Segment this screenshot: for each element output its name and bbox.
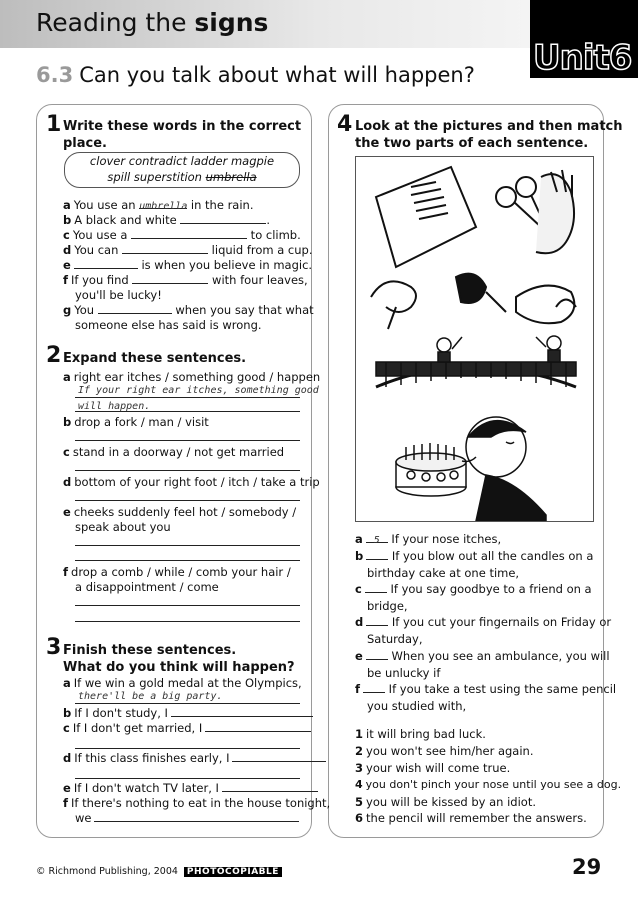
ex2-item-b: b drop a fork / man / visit bbox=[63, 415, 209, 429]
ex4-left-e: e When you see an ambulance, you will bbox=[355, 649, 610, 663]
exercise-1-instruction: Write these words in the correct place. bbox=[63, 119, 302, 151]
page-number: 29 bbox=[572, 855, 602, 879]
ex2-rule bbox=[75, 397, 300, 398]
birthday-cake-illustration bbox=[396, 417, 546, 521]
ex3-item-a: a If we win a gold medal at the Olympics, bbox=[63, 676, 302, 690]
ex2-rule bbox=[75, 621, 300, 622]
ex1-item-e: e is when you believe in magic. bbox=[63, 258, 313, 272]
illustrations bbox=[356, 157, 593, 521]
ex4-right-2: 2 you won't see him/her again. bbox=[355, 744, 534, 758]
unit-label: Unit6 bbox=[533, 38, 632, 78]
photocopiable-badge: PHOTOCOPIABLE bbox=[184, 867, 282, 877]
page-title: Reading the signs bbox=[36, 8, 269, 37]
exercise-3-instruction: Finish these sentences. What do you think will happen? bbox=[63, 643, 295, 675]
ex3-item-e: e If I don't watch TV later, I bbox=[63, 781, 318, 795]
ex2-item-c: c stand in a doorway / not get married bbox=[63, 445, 285, 459]
ex2-item-e: e cheeks suddenly feel hot / somebody / bbox=[63, 505, 297, 519]
ex4-left-f: f If you take a test using the same pencil bbox=[355, 682, 617, 696]
ex4-right-3: 3 your wish will come true. bbox=[355, 761, 511, 775]
ex3-answer-a: there'll be a big party. bbox=[78, 691, 223, 702]
ex1-item-g-cont: someone else has said is wrong. bbox=[75, 318, 262, 332]
ex2-rule bbox=[75, 545, 300, 546]
ex4-left-d-cont: Saturday, bbox=[367, 632, 423, 646]
ex1-item-f-cont: you'll be lucky! bbox=[75, 288, 162, 302]
bridge-illustration bbox=[376, 336, 576, 387]
nose-itch-illustration bbox=[371, 274, 576, 329]
exercise-2-instruction: Expand these sentences. bbox=[63, 351, 247, 366]
exercise-4-number: 4 bbox=[337, 112, 353, 137]
word-box: clover contradict ladder magpie spill superstition umbrella bbox=[64, 152, 300, 188]
ex2-answer-a1: If your right ear itches, something good bbox=[78, 385, 319, 396]
exercise-4-instruction: Look at the pictures and then match the two parts of each sentence. bbox=[355, 119, 623, 151]
ex2-rule bbox=[75, 500, 300, 501]
ex4-left-b: b If you blow out all the candles on a bbox=[355, 549, 594, 563]
ex3-rule bbox=[75, 778, 300, 779]
ex3-item-b: b If I don't study, I bbox=[63, 706, 313, 720]
ex3-rule bbox=[75, 703, 300, 704]
ex1-item-d: d You can liquid from a cup. bbox=[63, 243, 313, 257]
ex4-left-c: c If you say goodbye to a friend on a bbox=[355, 582, 592, 596]
exercise-3-number: 3 bbox=[46, 635, 62, 660]
ex3-item-d: d If this class finishes early, I bbox=[63, 751, 326, 765]
ex2-rule bbox=[75, 560, 300, 561]
ex1-item-a: a You use an umbrella in the rain. bbox=[63, 198, 254, 212]
ex4-left-c-cont: bridge, bbox=[367, 599, 408, 613]
ex4-right-5: 5 you will be kissed by an idiot. bbox=[355, 795, 536, 809]
ex1-item-c: c You use a to climb. bbox=[63, 228, 301, 242]
ex4-left-d: d If you cut your fingernails on Friday or bbox=[355, 615, 612, 629]
ex3-item-f-cont: we bbox=[75, 811, 299, 825]
ex4-left-b-cont: birthday cake at one time, bbox=[367, 566, 520, 580]
lesson-subtitle: 6.3 Can you talk about what will happen? bbox=[36, 63, 475, 87]
scissors-nails-illustration bbox=[376, 167, 574, 267]
ex1-item-g: g You when you say that what bbox=[63, 303, 314, 317]
ex2-item-e-cont: speak about you bbox=[75, 520, 171, 534]
ex2-rule bbox=[75, 440, 300, 441]
ex3-item-f: f If there's nothing to eat in the house tonight, bbox=[63, 796, 331, 810]
ex4-left-f-cont: you studied with, bbox=[367, 699, 467, 713]
ex2-item-f-cont: a disappointment / come bbox=[75, 580, 219, 594]
ex4-right-6: 6 the pencil will remember the answers. bbox=[355, 811, 587, 825]
ex3-rule bbox=[75, 748, 300, 749]
ex2-rule bbox=[75, 470, 300, 471]
ex1-item-b: b A black and white . bbox=[63, 213, 271, 227]
picture-frame bbox=[355, 156, 594, 522]
ex2-item-a: a right ear itches / something good / happen bbox=[63, 370, 321, 384]
ex4-left-e-cont: be unlucky if bbox=[367, 666, 441, 680]
ex4-right-4: 4 you don't pinch your nose until you see a dog. bbox=[355, 778, 622, 791]
ex4-right-1: 1 it will bring bad luck. bbox=[355, 727, 486, 741]
ex2-answer-a2: will happen. bbox=[78, 401, 151, 412]
ex2-item-f: f drop a comb / while / comb your hair / bbox=[63, 565, 291, 579]
exercise-2-number: 2 bbox=[46, 343, 62, 368]
ex3-item-c: c If I don't get married, I bbox=[63, 721, 311, 735]
ex1-item-f: f If you find with four leaves, bbox=[63, 273, 308, 287]
footer-copyright: © Richmond Publishing, 2004 PHOTOCOPIABLE bbox=[36, 866, 282, 877]
exercise-1-number: 1 bbox=[46, 112, 62, 137]
ex2-rule bbox=[75, 411, 300, 412]
ex4-left-a: a 5 If your nose itches, bbox=[355, 532, 502, 546]
ex2-rule bbox=[75, 605, 300, 606]
ex2-item-d: d bottom of your right foot / itch / take a trip bbox=[63, 475, 320, 489]
